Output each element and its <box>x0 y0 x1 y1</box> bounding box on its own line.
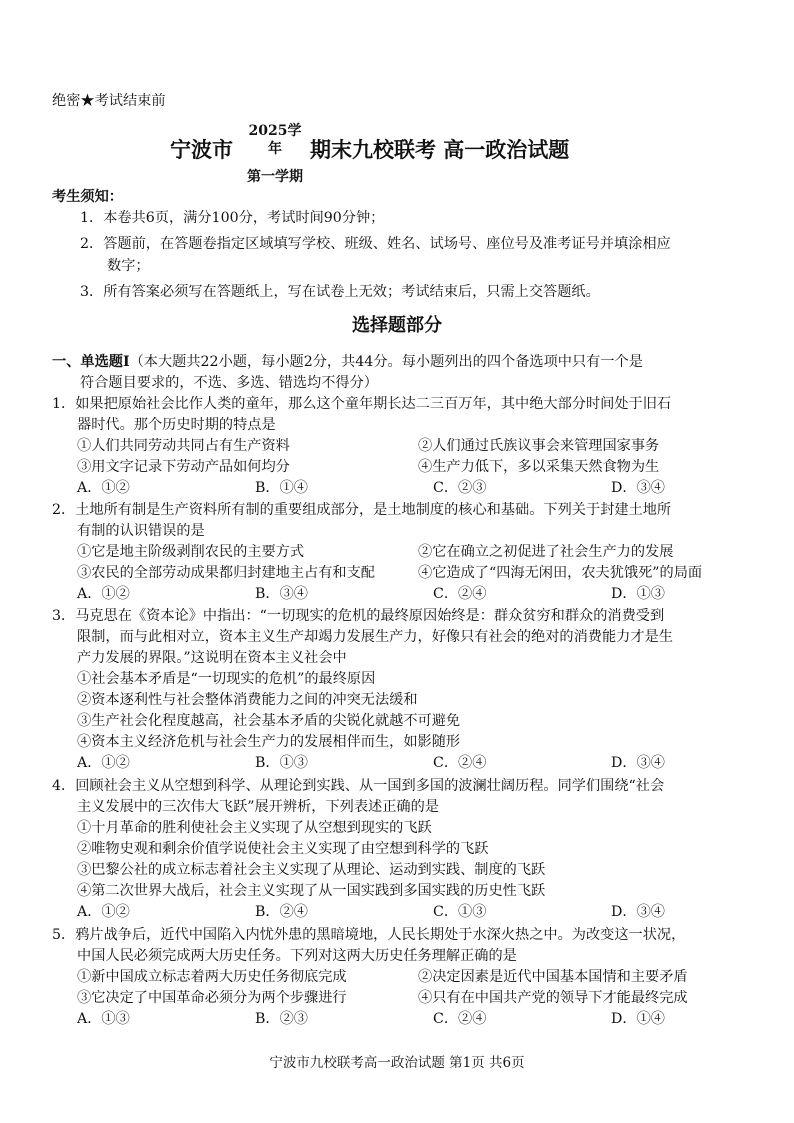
statement-option: ①人们共同劳动共同占有生产资料 <box>77 438 290 454</box>
question-text-continued: 限制，而与此相对立，资本主义生产却竭力发展生产力，好像只有社会的绝对的消费能力才是生 <box>77 629 673 645</box>
answer-choices <box>77 584 789 604</box>
question-text-continued: 主义发展中的三次伟大飞跃”展开辨析，下列表述正确的是 <box>77 799 439 815</box>
statement-option: ②它在确立之初促进了社会生产力的发展 <box>418 544 674 560</box>
title-city: 宁波市 <box>170 137 233 162</box>
statement-option: ③它决定了中国革命必须分为两个步骤进行 <box>77 990 347 1006</box>
notice-item-continued: 数字； <box>107 258 150 274</box>
answer-choice: B．③④ <box>255 586 308 602</box>
confidential-label: 绝密★考试结束前 <box>52 93 166 109</box>
statement-option: ③农民的全部劳动成果都归封建地主占有和支配 <box>77 565 375 581</box>
statement-option: ①它是地主阶级剥削农民的主要方式 <box>77 544 305 560</box>
statement-option: ①社会基本矛盾是“一切现实的危机”的最终原因 <box>77 671 376 687</box>
statement-option: ④只有在中国共产党的领导下才能最终完成 <box>418 990 688 1006</box>
answer-choice: B．①③ <box>255 755 308 771</box>
question-text: 4．回顾社会主义从空想到科学、从理论到实践、从一国到多国的波澜壮阔历程。同学们围绕“社会 <box>52 778 665 794</box>
answer-choice: A．①② <box>77 904 130 920</box>
answer-choice: A．①② <box>77 755 130 771</box>
section-title: 选择题部分 <box>352 315 442 336</box>
answer-choices <box>77 753 789 773</box>
statement-option: ④资本主义经济危机与社会生产力的发展相伴而生，如影随形 <box>77 734 461 750</box>
answer-choice: C．②④ <box>433 1011 487 1027</box>
notice-heading: 考生须知： <box>52 189 123 205</box>
statement-option: ③用文字记录下劳动产品如何均分 <box>77 459 290 475</box>
answer-choice: C．②③ <box>433 480 487 496</box>
question-text: 3．马克思在《资本论》中指出：“一切现实的危机的最终原因始终是：群众贫穷和群众的消费受到 <box>52 608 665 624</box>
title-semester: 第一学期 <box>247 169 303 185</box>
answer-choice: B．①④ <box>255 480 308 496</box>
question-text-continued: 中国人民必须完成两大历史任务。下列对这两大历史任务理解正确的是 <box>77 948 517 964</box>
statement-option: ②决定因素是近代中国基本国情和主要矛盾 <box>418 969 688 985</box>
page-footer: 宁波市九校联考高一政治试题 第1页 共6页 <box>269 1055 525 1071</box>
statement-option: ④生产力低下，多以采集天然食物为生 <box>418 459 660 475</box>
answer-choice: C．②④ <box>433 586 487 602</box>
title-year: 2025学年 <box>248 123 302 157</box>
question-text: 5．鸦片战争后，近代中国陷入内忧外患的黑暗境地，人民长期处于水深火热之中。为改变这一状况， <box>52 927 686 943</box>
notice-item: 1．本卷共6页，满分100分，考试时间90分钟； <box>80 210 385 226</box>
part-description-continued: 符合题目要求的，不选、多选、错选均不得分） <box>80 375 378 391</box>
question-text: 1．如果把原始社会比作人类的童年，那么这个童年期长达二三百万年，其中绝大部分时间处于旧石 <box>52 396 672 412</box>
statement-option: ③巴黎公社的成立标志着社会主义实现了从理论、运动到实践、制度的飞跃 <box>77 862 546 878</box>
answer-choice: B．②④ <box>255 904 308 920</box>
statement-option: ①新中国成立标志着两大历史任务彻底完成 <box>77 969 347 985</box>
answer-choice: D．③④ <box>611 755 665 771</box>
answer-choice: A．①② <box>77 480 130 496</box>
answer-choice: A．①③ <box>77 1011 130 1027</box>
statement-option: ③生产社会化程度越高，社会基本矛盾的尖锐化就越不可避免 <box>77 713 461 729</box>
question-text-continued: 有制的认识错误的是 <box>77 523 205 539</box>
statement-option: ④它造成了“四海无闲田，农夫犹饿死”的局面 <box>418 565 703 581</box>
part-description: （本大题共22小题，每小题2分，共44分。每小题列出的四个备选项中只有一个是 <box>129 354 643 370</box>
question-text-continued: 产力发展的界限。”这说明在资本主义社会中 <box>77 650 347 666</box>
answer-choices <box>77 902 789 922</box>
exam-title <box>170 122 640 185</box>
notice-item: 3．所有答案必须写在答题纸上，写在试卷上无效；考试结束后，只需上交答题纸。 <box>80 284 600 300</box>
question-text-continued: 器时代。那个历史时期的特点是 <box>77 417 276 433</box>
answer-choice: C．②④ <box>433 755 487 771</box>
question-text: 2．土地所有制是生产资料所有制的重要组成部分，是土地制度的核心和基础。下列关于封建土地所 <box>52 502 672 518</box>
statement-option: ②唯物史观和剩余价值学说使社会主义实现了由空想到科学的飞跃 <box>77 841 489 857</box>
answer-choice: B．②③ <box>255 1011 308 1027</box>
answer-choice: D．①③ <box>611 586 665 602</box>
answer-choice: D．③④ <box>611 480 665 496</box>
statement-option: ②人们通过氏族议事会来管理国家事务 <box>418 438 660 454</box>
statement-option: ①十月革命的胜利使社会主义实现了从空想到现实的飞跃 <box>77 820 432 836</box>
statement-option: ④第二次世界大战后，社会主义实现了从一国实践到多国实践的历史性飞跃 <box>77 883 546 899</box>
statement-option: ②资本逐利性与社会整体消费能力之间的冲突无法缓和 <box>77 692 418 708</box>
answer-choices <box>77 1009 789 1029</box>
answer-choice: D．③④ <box>611 904 665 920</box>
answer-choices <box>77 478 789 498</box>
answer-choice: D．①④ <box>611 1011 665 1027</box>
part-label: 一、单选题Ⅰ <box>52 354 130 370</box>
answer-choice: C．①③ <box>433 904 487 920</box>
notice-item: 2．答题前，在答题卷指定区域填写学校、班级、姓名、试场号、座位号及准考证号并填涂相应 <box>80 236 671 252</box>
answer-choice: A．①② <box>77 586 130 602</box>
title-year-stack <box>242 122 308 186</box>
part-heading <box>52 352 643 372</box>
title-main: 期末九校联考 高一政治试题 <box>310 137 570 162</box>
